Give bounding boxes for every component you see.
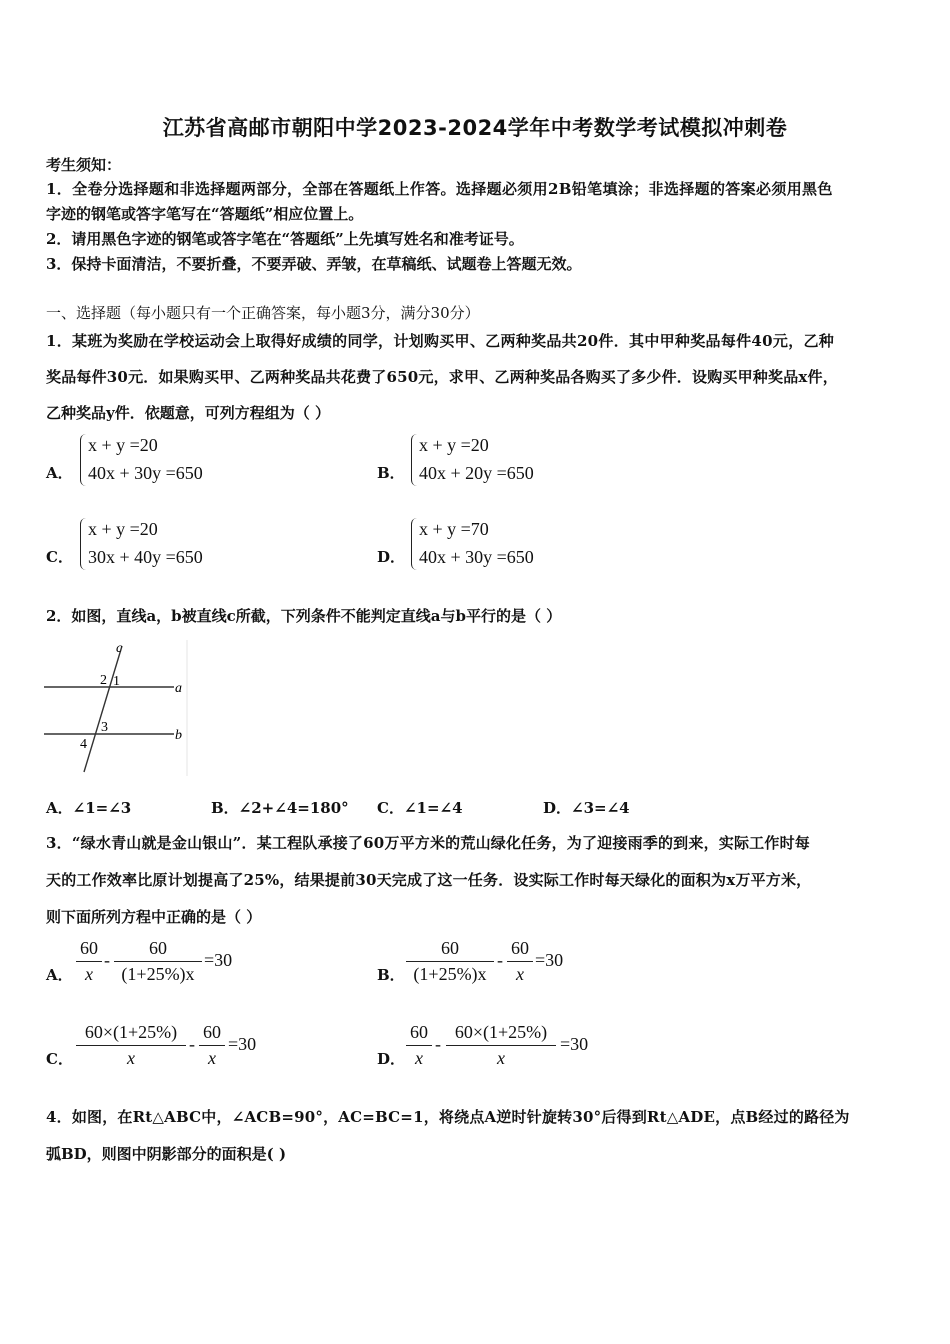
q3-option-a-minus: - [104, 950, 110, 970]
q3-option-b-rhs: =30 [535, 950, 564, 970]
q1-line-1: 1．某班为奖励在学校运动会上取得好成绩的同学，计划购买甲、乙两种奖品共20件．其中甲种奖品每件40元，乙种 [46, 332, 835, 350]
q3-c-f1-denominator: x [127, 1048, 135, 1068]
q3-option-d-label: D． [377, 1050, 406, 1068]
q4-line-2: 弧BD，则图中阴影部分的面积是( ) [46, 1145, 287, 1163]
q1-option-c-eq1: x + y =20 [88, 519, 158, 539]
angle-1-label: 1 [113, 674, 120, 689]
section-heading: 一、选择题（每小题只有一个正确答案，每小题3分，满分30分） [46, 304, 480, 322]
q3-option-a-fraction-1 [76, 938, 102, 985]
label-b: b [175, 728, 182, 743]
q3-c-f2-denominator: x [208, 1048, 216, 1068]
q3-a-f1-numerator: 60 [76, 938, 102, 962]
q3-b-f2-numerator: 60 [507, 938, 533, 962]
q3-c-f2-numerator: 60 [199, 1022, 225, 1046]
angle-3-label: 3 [101, 720, 108, 735]
page-title: 江苏省高邮市朝阳中学2023-2024学年中考数学考试模拟冲刺卷 [162, 116, 788, 140]
q3-b-f2-denominator: x [516, 964, 524, 984]
q3-d-f1-denominator: x [415, 1048, 423, 1068]
q3-option-c-fraction-1 [76, 1022, 186, 1069]
q3-option-b-fraction-1 [406, 938, 494, 985]
q3-option-c-rhs: =30 [228, 1034, 257, 1054]
q2-stem: 2．如图，直线a，b被直线c所截，下列条件不能判定直线a与b平行的是（ ） [46, 607, 562, 625]
q1-line-3: 乙种奖品y件．依题意，可列方程组为（ ） [46, 404, 330, 422]
angle-2-label: 2 [100, 673, 107, 688]
notice-heading: 考生须知： [46, 156, 122, 174]
notice-line-1b: 字迹的钢笔或答字笔写在“答题纸”相应位置上。 [46, 205, 364, 223]
q1-option-d-eq1: x + y =70 [419, 519, 489, 539]
notice-line-2: 2．请用黑色字迹的钢笔或答字笔在“答题纸”上先填写姓名和准考证号。 [46, 230, 524, 248]
q1-option-d-eq2: 40x + 30y =650 [419, 547, 534, 567]
label-a: a [175, 681, 182, 696]
q3-option-a-label: A． [46, 966, 73, 984]
q3-option-b-fraction-2 [507, 938, 533, 985]
q3-option-a-fraction-2 [114, 938, 202, 985]
q3-option-d-minus: - [435, 1034, 441, 1054]
q3-a-f1-denominator: x [85, 964, 93, 984]
q3-a-f2-denominator: (1+25%)x [121, 964, 195, 984]
q3-option-b-minus: - [497, 950, 503, 970]
q2-option-a: A．∠1=∠3 [46, 799, 132, 817]
q3-d-f1-numerator: 60 [406, 1022, 432, 1046]
q3-b-f1-denominator: (1+25%)x [413, 964, 487, 984]
notice-line-1: 1．全卷分选择题和非选择题两部分，全部在答题纸上作答。选择题必须用2B铅笔填涂；非选择题的答案必须用黑色 [46, 180, 833, 198]
q1-option-c-eq2: 30x + 40y =650 [88, 547, 203, 567]
q3-d-f2-denominator: x [497, 1048, 505, 1068]
q3-option-c-minus: - [189, 1034, 195, 1054]
q3-d-f2-numerator: 60×(1+25%) [446, 1022, 556, 1046]
q1-option-b-label: B． [377, 464, 405, 482]
q1-option-b-eq2: 40x + 20y =650 [419, 463, 534, 483]
q3-option-c-label: C． [46, 1050, 73, 1068]
q3-option-c-fraction-2 [199, 1022, 225, 1069]
notice-line-3: 3．保持卡面清洁，不要折叠，不要弄破、弄皱，在草稿纸、试题卷上答题无效。 [46, 255, 582, 273]
q1-option-d-label: D． [377, 548, 406, 566]
q2-figure-background [44, 640, 189, 776]
q2-figure [44, 640, 189, 776]
q3-line-2: 天的工作效率比原计划提高了25%，结果提前30天完成了这一任务．设实际工作时每天绿化的面积为x万平方米， [46, 871, 812, 889]
q3-option-d-fraction-2 [446, 1022, 556, 1069]
label-c: c [116, 641, 123, 656]
q3-option-b-label: B． [377, 966, 405, 984]
q1-line-2: 奖品每件30元．如果购买甲、乙两种奖品共花费了650元，求甲、乙两种奖品各购买了多少件．设购买甲种奖品x件， [46, 368, 838, 386]
q3-line-3: 则下面所列方程中正确的是（ ） [46, 908, 262, 926]
q2-option-c: C．∠1=∠4 [377, 799, 463, 817]
q1-option-c-label: C． [46, 548, 73, 566]
q1-option-a-eq2: 40x + 30y =650 [88, 463, 203, 483]
angle-4-label: 4 [80, 737, 87, 752]
q3-line-1: 3．“绿水青山就是金山银山”．某工程队承接了60万平方米的荒山绿化任务，为了迎接雨季的到来，实际工作时每 [46, 834, 810, 852]
q3-b-f1-numerator: 60 [406, 938, 494, 962]
q3-option-a-rhs: =30 [204, 950, 233, 970]
q3-option-d-fraction-1 [406, 1022, 432, 1069]
q1-option-b-eq1: x + y =20 [419, 435, 489, 455]
q1-option-a-label: A． [46, 464, 73, 482]
q3-c-f1-numerator: 60×(1+25%) [76, 1022, 186, 1046]
q4-line-1: 4．如图，在Rt△ABC中，∠ACB=90°，AC=BC=1，将绕点A逆时针旋转30°后得到Rt△ADE，点B经过的路径为 [46, 1108, 850, 1126]
q3-option-d-rhs: =30 [560, 1034, 589, 1054]
q2-option-d: D．∠3=∠4 [543, 799, 630, 817]
q2-option-b: B．∠2+∠4=180° [211, 799, 349, 817]
q3-a-f2-numerator: 60 [114, 938, 202, 962]
q1-option-a-eq1: x + y =20 [88, 435, 158, 455]
